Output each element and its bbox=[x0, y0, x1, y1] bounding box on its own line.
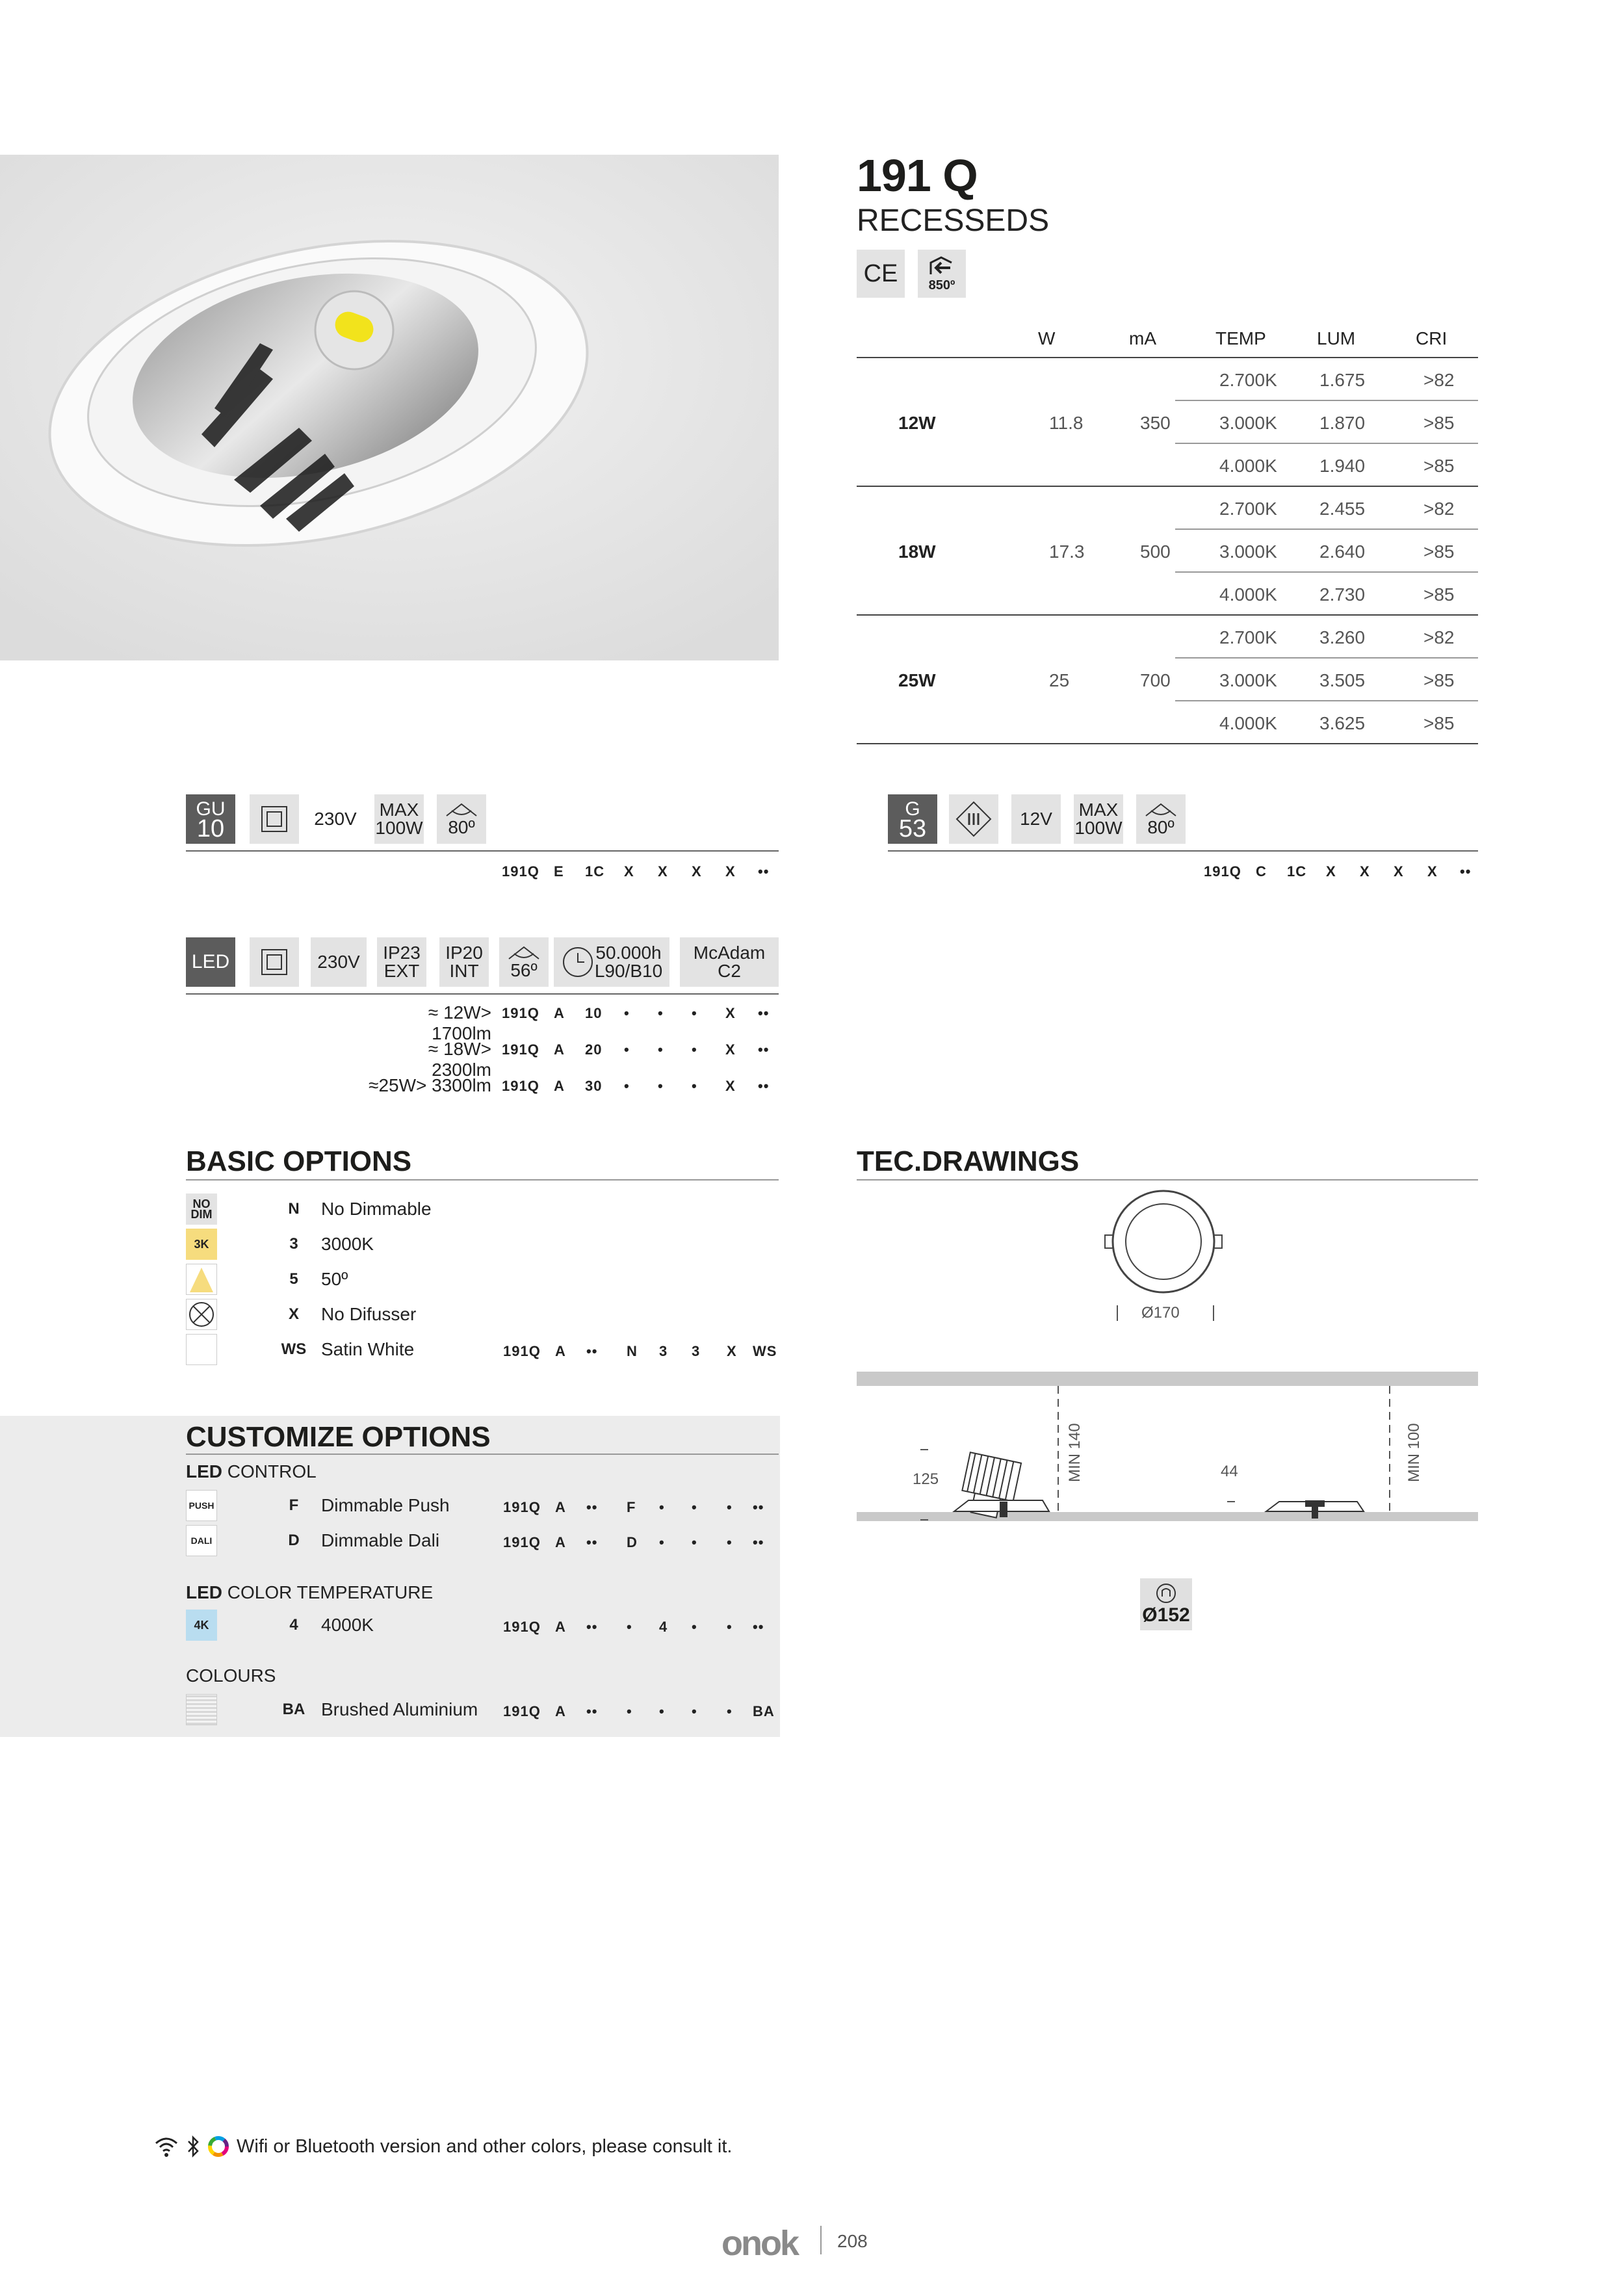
option-code-letter: 4 bbox=[289, 1616, 298, 1634]
macadam-top: McAdam bbox=[693, 943, 766, 963]
code-segment: A bbox=[555, 1534, 566, 1550]
led-voltage: 230V bbox=[311, 937, 367, 987]
code-segment: X bbox=[727, 1343, 737, 1359]
spec-row bbox=[857, 659, 1478, 701]
bluetooth-icon bbox=[186, 2135, 200, 2158]
code-segment: • bbox=[727, 1619, 733, 1635]
option-description: Brushed Aluminium bbox=[321, 1699, 478, 1719]
option-swatch-label: NO DIM bbox=[190, 1197, 213, 1221]
code-segment: 191Q bbox=[1204, 863, 1241, 880]
code-segment: A bbox=[554, 1041, 565, 1058]
spec-watt: 11.8 bbox=[1049, 413, 1084, 433]
product-title: 191 Q bbox=[857, 150, 978, 201]
ip-int-top: IP20 bbox=[445, 943, 483, 963]
page-number: 208 bbox=[837, 2231, 868, 2251]
code-segment: X bbox=[1360, 863, 1370, 880]
ip-int-badge bbox=[439, 937, 489, 987]
ip-ext-badge bbox=[377, 937, 426, 987]
spec-power: 18W bbox=[898, 541, 936, 562]
code-segment: D bbox=[627, 1534, 638, 1550]
spec-cri: >82 bbox=[1423, 627, 1455, 647]
macadam-badge bbox=[680, 937, 779, 987]
gu10-max-bottom: 100W bbox=[375, 818, 423, 838]
code-segment: •• bbox=[753, 1499, 764, 1515]
code-segment: • bbox=[692, 1499, 697, 1515]
code-segment: • bbox=[692, 1619, 697, 1635]
code-segment: • bbox=[727, 1703, 733, 1719]
spec-lum: 1.940 bbox=[1319, 456, 1366, 476]
spec-cri: >82 bbox=[1423, 499, 1455, 519]
socket-g53-icon bbox=[888, 794, 937, 844]
spec-cri: >85 bbox=[1423, 456, 1455, 476]
tec-drawings-title: TEC.DRAWINGS bbox=[857, 1145, 1080, 1177]
g53-voltage: 12V bbox=[1011, 794, 1061, 844]
code-segment: 191Q bbox=[503, 1703, 541, 1719]
spec-cri: >82 bbox=[1423, 370, 1455, 390]
top-view-diameter: Ø170 bbox=[1141, 1304, 1180, 1322]
code-segment: X bbox=[1326, 863, 1336, 880]
colours-label: COLOURS bbox=[186, 1665, 276, 1686]
code-segment: • bbox=[692, 1041, 697, 1058]
footer-note bbox=[153, 2135, 732, 2158]
code-segment: X bbox=[624, 863, 634, 880]
spec-ma: 500 bbox=[1140, 541, 1171, 562]
option-swatch bbox=[186, 1264, 217, 1295]
divider bbox=[186, 993, 779, 995]
product-photo bbox=[0, 155, 779, 660]
led-icon: LED bbox=[186, 937, 235, 987]
spec-lum: 3.505 bbox=[1319, 670, 1366, 690]
brand-logo: onok bbox=[721, 2224, 798, 2263]
code-segment: 30 bbox=[585, 1078, 603, 1094]
gu10-voltage: 230V bbox=[311, 794, 360, 844]
spec-power: 25W bbox=[898, 670, 936, 690]
code-segment: 10 bbox=[585, 1005, 603, 1021]
divider bbox=[857, 1179, 1478, 1181]
spec-temp: 3.000K bbox=[1219, 541, 1277, 562]
option-swatch bbox=[186, 1610, 217, 1641]
option-code-letter: N bbox=[288, 1200, 300, 1218]
code-segment: X bbox=[725, 863, 736, 880]
code-segment: E bbox=[554, 863, 564, 880]
spec-row bbox=[857, 616, 1478, 659]
spec-cri: >85 bbox=[1423, 713, 1455, 733]
ce-mark-label: CE bbox=[863, 259, 898, 287]
code-segment: 191Q bbox=[502, 1005, 539, 1021]
code-segment: • bbox=[624, 1041, 630, 1058]
col-w: W bbox=[1038, 328, 1056, 348]
code-segment: •• bbox=[758, 1041, 770, 1058]
option-code-letter: BA bbox=[282, 1701, 305, 1718]
code-segment: X bbox=[1394, 863, 1404, 880]
option-row bbox=[186, 1610, 779, 1642]
gu10-angle-label: 80º bbox=[448, 817, 475, 837]
code-segment: X bbox=[1427, 863, 1438, 880]
option-swatch-label: DALI bbox=[190, 1535, 213, 1546]
spec-temp: 4.000K bbox=[1219, 456, 1277, 476]
code-segment: C bbox=[1256, 863, 1267, 880]
code-segment: •• bbox=[586, 1619, 598, 1635]
no-diffuser-icon bbox=[187, 1300, 216, 1329]
spec-lum: 1.675 bbox=[1319, 370, 1366, 390]
spec-temp: 3.000K bbox=[1219, 413, 1277, 433]
option-code-letter: 3 bbox=[289, 1235, 298, 1253]
spec-temp: 2.700K bbox=[1219, 627, 1277, 647]
code-segment: A bbox=[554, 1078, 565, 1094]
code-segment: • bbox=[658, 1078, 664, 1094]
customize-options-title: CUSTOMIZE OPTIONS bbox=[186, 1421, 491, 1453]
led-angle bbox=[499, 937, 549, 987]
spec-cri: >85 bbox=[1423, 670, 1455, 690]
code-segment: 191Q bbox=[503, 1499, 541, 1515]
option-swatch bbox=[186, 1694, 217, 1725]
gu10-bottom: 10 bbox=[196, 815, 225, 842]
spec-row bbox=[857, 401, 1478, 444]
spec-lum: 2.730 bbox=[1319, 584, 1366, 605]
spec-power: 12W bbox=[898, 413, 936, 433]
spec-temp: 2.700K bbox=[1219, 499, 1277, 519]
option-swatch bbox=[186, 1229, 217, 1260]
code-segment: • bbox=[692, 1005, 697, 1021]
cutout-icon bbox=[1155, 1582, 1177, 1604]
code-segment: A bbox=[555, 1619, 566, 1635]
spec-row bbox=[857, 530, 1478, 573]
led-variant-label: ≈ 12W> 1700lm bbox=[428, 1002, 491, 1043]
option-description: Satin White bbox=[321, 1339, 415, 1359]
spec-cri: >85 bbox=[1423, 541, 1455, 562]
option-description: 3000K bbox=[321, 1234, 374, 1254]
code-segment: X bbox=[725, 1041, 736, 1058]
code-segment: F bbox=[627, 1499, 636, 1515]
dim-tick bbox=[1117, 1305, 1132, 1321]
code-segment: •• bbox=[758, 1005, 770, 1021]
code-segment: 191Q bbox=[503, 1343, 541, 1359]
option-description: No Difusser bbox=[321, 1304, 417, 1324]
code-segment: 20 bbox=[585, 1041, 603, 1058]
option-description: No Dimmable bbox=[321, 1199, 432, 1219]
code-segment: X bbox=[725, 1078, 736, 1094]
option-swatch bbox=[186, 1525, 217, 1556]
code-segment: • bbox=[659, 1703, 665, 1719]
code-segment: WS bbox=[753, 1343, 777, 1359]
side-view-height: 125 bbox=[913, 1470, 939, 1488]
code-segment: BA bbox=[753, 1703, 775, 1719]
g53-angle bbox=[1136, 794, 1186, 844]
code-segment: A bbox=[554, 1005, 565, 1021]
beam-50-icon bbox=[187, 1265, 216, 1294]
col-lum: LUM bbox=[1317, 328, 1356, 348]
code-segment: 191Q bbox=[502, 1078, 539, 1094]
option-code-letter: 5 bbox=[289, 1270, 298, 1288]
spec-row bbox=[857, 358, 1478, 401]
ip-int-bottom: INT bbox=[449, 961, 479, 981]
gu10-top: GU bbox=[196, 798, 226, 820]
beam-angle-icon bbox=[444, 802, 479, 818]
col-ma: mA bbox=[1129, 328, 1156, 348]
min-clearance-140: MIN 140 bbox=[1066, 1423, 1084, 1482]
code-segment: • bbox=[692, 1703, 697, 1719]
spec-separator bbox=[857, 743, 1478, 744]
led-control-label-text: CONTROL bbox=[222, 1461, 317, 1481]
code-segment: X bbox=[658, 863, 668, 880]
cutout-badge bbox=[1140, 1578, 1192, 1630]
spec-temp: 3.000K bbox=[1219, 670, 1277, 690]
divider bbox=[820, 2226, 822, 2254]
code-segment: • bbox=[627, 1703, 632, 1719]
option-code-letter: D bbox=[288, 1532, 300, 1549]
spec-lum: 3.260 bbox=[1319, 627, 1366, 647]
g53-bottom: 53 bbox=[898, 815, 927, 842]
code-segment: 1C bbox=[1287, 863, 1307, 880]
ip-ext-bottom: EXT bbox=[383, 961, 420, 981]
option-row bbox=[186, 1194, 779, 1226]
option-row bbox=[186, 1229, 779, 1261]
g53-top: G bbox=[905, 798, 920, 820]
option-swatch bbox=[186, 1299, 217, 1330]
code-segment: • bbox=[659, 1534, 665, 1550]
divider bbox=[186, 850, 779, 852]
code-segment: A bbox=[555, 1499, 566, 1515]
beam-angle-icon bbox=[506, 945, 541, 961]
code-segment: 191Q bbox=[502, 863, 539, 880]
gu10-angle bbox=[437, 794, 486, 844]
spec-watt: 17.3 bbox=[1049, 541, 1085, 562]
option-row bbox=[186, 1525, 779, 1558]
g53-angle-label: 80º bbox=[1147, 817, 1175, 837]
code-segment: •• bbox=[753, 1534, 764, 1550]
code-segment: 4 bbox=[659, 1619, 668, 1635]
code-segment: • bbox=[627, 1619, 632, 1635]
divider bbox=[888, 850, 1478, 852]
code-segment: •• bbox=[586, 1703, 598, 1719]
option-code-letter: F bbox=[289, 1496, 299, 1514]
spec-row bbox=[857, 573, 1478, 616]
heat-rating-label: 850º bbox=[928, 278, 955, 293]
code-segment: 191Q bbox=[503, 1534, 541, 1550]
spec-cri: >85 bbox=[1423, 584, 1455, 605]
spec-row bbox=[857, 701, 1478, 744]
code-segment: 191Q bbox=[503, 1619, 541, 1635]
led-color-temp-label bbox=[186, 1582, 433, 1603]
option-description: Dimmable Push bbox=[321, 1495, 450, 1515]
code-segment: •• bbox=[1460, 863, 1472, 880]
col-cri: CRI bbox=[1416, 328, 1448, 348]
code-segment: • bbox=[727, 1499, 733, 1515]
code-segment: 3 bbox=[692, 1343, 701, 1359]
clock-icon bbox=[561, 945, 595, 979]
option-row bbox=[186, 1490, 779, 1522]
code-segment: 3 bbox=[659, 1343, 668, 1359]
class2-icon bbox=[250, 937, 299, 987]
cutout-diameter: Ø152 bbox=[1142, 1604, 1190, 1626]
code-segment: • bbox=[624, 1078, 630, 1094]
code-segment: X bbox=[692, 863, 702, 880]
option-row bbox=[186, 1299, 779, 1331]
ce-mark-icon bbox=[857, 250, 905, 298]
option-swatch bbox=[186, 1194, 217, 1225]
option-row bbox=[186, 1334, 779, 1366]
option-swatch bbox=[186, 1490, 217, 1521]
wifi-icon bbox=[153, 2135, 179, 2158]
code-segment: X bbox=[725, 1005, 736, 1021]
g53-max-power bbox=[1074, 794, 1123, 844]
lifetime-top: 50.000h bbox=[595, 943, 662, 963]
basic-options-title: BASIC OPTIONS bbox=[186, 1145, 412, 1177]
spec-row bbox=[857, 487, 1478, 530]
socket-gu10-icon bbox=[186, 794, 235, 844]
dim-tick bbox=[1213, 1305, 1228, 1321]
spec-row bbox=[857, 444, 1478, 487]
spec-lum: 2.640 bbox=[1319, 541, 1366, 562]
spec-temp: 4.000K bbox=[1219, 584, 1277, 605]
min-clearance-100: MIN 100 bbox=[1405, 1423, 1423, 1482]
code-segment: •• bbox=[586, 1534, 598, 1550]
code-segment: •• bbox=[586, 1499, 598, 1515]
code-segment: • bbox=[624, 1005, 630, 1021]
spec-cri: >85 bbox=[1423, 413, 1455, 433]
led-angle-label: 56º bbox=[510, 960, 538, 980]
specs-table-header bbox=[857, 322, 1478, 358]
divider bbox=[186, 1179, 779, 1181]
code-segment: •• bbox=[758, 1078, 770, 1094]
lifetime-badge bbox=[554, 937, 669, 987]
option-description: 4000K bbox=[321, 1615, 374, 1635]
class3-icon bbox=[949, 794, 998, 844]
option-code-letter: WS bbox=[281, 1340, 307, 1358]
colors-icon bbox=[207, 2135, 230, 2158]
customize-options-panel bbox=[0, 1416, 780, 1737]
led-color-temp-label-bold: LED bbox=[186, 1582, 222, 1602]
spec-watt: 25 bbox=[1049, 670, 1070, 690]
code-segment: •• bbox=[758, 863, 770, 880]
led-variant-label: ≈ 18W> 2300lm bbox=[428, 1039, 491, 1080]
code-segment: •• bbox=[753, 1619, 764, 1635]
spec-lum: 1.870 bbox=[1319, 413, 1366, 433]
macadam-bottom: C2 bbox=[718, 961, 741, 981]
code-segment: A bbox=[555, 1703, 566, 1719]
class2-icon bbox=[250, 794, 299, 844]
code-segment: A bbox=[555, 1343, 566, 1359]
spec-temp: 2.700K bbox=[1219, 370, 1277, 390]
top-view-drawing bbox=[1098, 1184, 1241, 1314]
code-segment: • bbox=[692, 1078, 697, 1094]
led-color-temp-label-text: COLOR TEMPERATURE bbox=[222, 1582, 434, 1602]
code-segment: • bbox=[659, 1499, 665, 1515]
code-segment: •• bbox=[586, 1343, 598, 1359]
option-description: 50º bbox=[321, 1269, 348, 1289]
option-code-letter: X bbox=[288, 1305, 299, 1323]
option-row bbox=[186, 1264, 779, 1296]
gu10-max-power bbox=[374, 794, 424, 844]
spec-ma: 350 bbox=[1140, 413, 1171, 433]
option-swatch-label: PUSH bbox=[188, 1500, 214, 1511]
option-swatch-label: 3K bbox=[194, 1238, 209, 1251]
led-control-label-bold: LED bbox=[186, 1461, 222, 1481]
led-variant-label: ≈25W> 3300lm bbox=[369, 1075, 491, 1095]
option-description: Dimmable Dali bbox=[321, 1530, 440, 1550]
beam-angle-icon bbox=[1143, 802, 1178, 818]
option-swatch-label: 4K bbox=[194, 1619, 209, 1632]
product-subtitle: RECESSEDS bbox=[857, 203, 1050, 238]
spec-temp: 4.000K bbox=[1219, 713, 1277, 733]
lifetime-bottom: L90/B10 bbox=[594, 961, 663, 981]
gu10-max-top: MAX bbox=[379, 800, 419, 820]
led-control-label bbox=[186, 1461, 317, 1482]
code-segment: N bbox=[627, 1343, 638, 1359]
side-view-drawing bbox=[857, 1372, 1478, 1528]
code-segment: 1C bbox=[585, 863, 605, 880]
code-segment: 191Q bbox=[502, 1041, 539, 1058]
side-view-depth: 44 bbox=[1221, 1463, 1238, 1480]
option-swatch bbox=[186, 1334, 217, 1365]
heat-rating-icon bbox=[918, 250, 966, 298]
code-segment: • bbox=[658, 1005, 664, 1021]
col-temp: TEMP bbox=[1215, 328, 1266, 348]
code-segment: • bbox=[658, 1041, 664, 1058]
spec-lum: 2.455 bbox=[1319, 499, 1366, 519]
divider bbox=[186, 1454, 779, 1455]
option-row bbox=[186, 1694, 779, 1727]
g53-max-bottom: 100W bbox=[1074, 818, 1123, 838]
spec-ma: 700 bbox=[1140, 670, 1171, 690]
spec-lum: 3.625 bbox=[1319, 713, 1366, 733]
ip-ext-top: IP23 bbox=[383, 943, 421, 963]
footer-note-text: Wifi or Bluetooth version and other colors, please consult it. bbox=[237, 2135, 733, 2157]
code-segment: • bbox=[692, 1534, 697, 1550]
g53-max-top: MAX bbox=[1078, 800, 1119, 820]
code-segment: • bbox=[727, 1534, 733, 1550]
